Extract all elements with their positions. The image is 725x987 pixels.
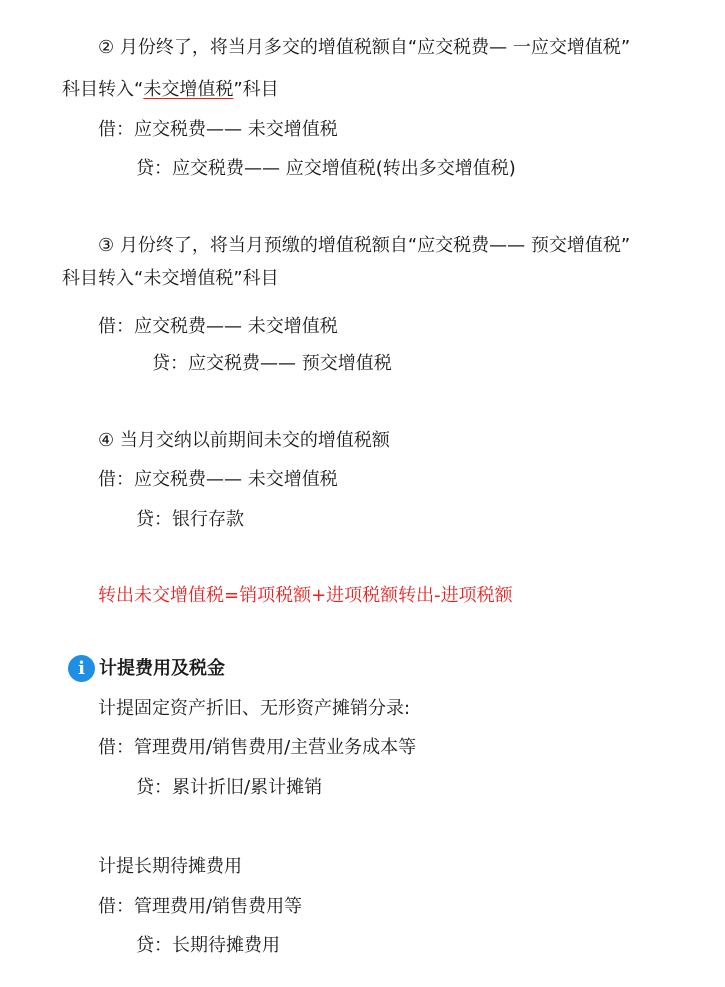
prepaid-intro: 计提长期待摊费用 (98, 856, 242, 877)
sec3-debit: 借：应交税费—— 未交增值税 (98, 316, 338, 337)
sec2-debit: 借：应交税费—— 未交增值税 (98, 119, 338, 140)
sec3-line2: 科目转入“未交增值税”科目 (62, 268, 279, 289)
sec2-line2-a: 科目转入“ (62, 79, 144, 100)
depr-debit: 借：管理费用/销售费用/主营业务成本等 (98, 737, 417, 758)
info-icon: i (68, 655, 95, 682)
sec4-line1: ④ 当月交纳以前期间未交的增值税额 (98, 430, 390, 451)
sec3-credit: 贷：应交税费—— 预交增值税 (152, 353, 392, 374)
prepaid-debit: 借：管理费用/销售费用等 (98, 896, 303, 917)
sec2-line2-c: ”科目 (233, 79, 279, 100)
sec2-line1: ② 月份终了，将当月多交的增值税额自“应交税费— 一应交增值税” (98, 37, 631, 58)
formula-text: 转出未交增值税=销项税额+进项税额转出-进项税额 (98, 585, 513, 606)
sec3-line1: ③ 月份终了，将当月预缴的增值税额自“应交税费—— 预交增值税” (98, 235, 631, 256)
prepaid-credit: 贷：长期待摊费用 (136, 935, 280, 956)
sec2-line2-underlined: 未交增值税 (143, 79, 234, 100)
sec2-credit: 贷：应交税费—— 应交增值税(转出多交增值税) (136, 158, 516, 179)
depr-credit: 贷：累计折旧/累计摊销 (136, 777, 323, 798)
sec4-credit: 贷：银行存款 (136, 509, 244, 530)
sec4-debit: 借：应交税费—— 未交增值税 (98, 469, 338, 490)
depr-intro: 计提固定资产折旧、无形资产摊销分录: (98, 698, 411, 719)
section-heading: 计提费用及税金 (99, 658, 225, 679)
sec2-line2 (62, 78, 279, 102)
